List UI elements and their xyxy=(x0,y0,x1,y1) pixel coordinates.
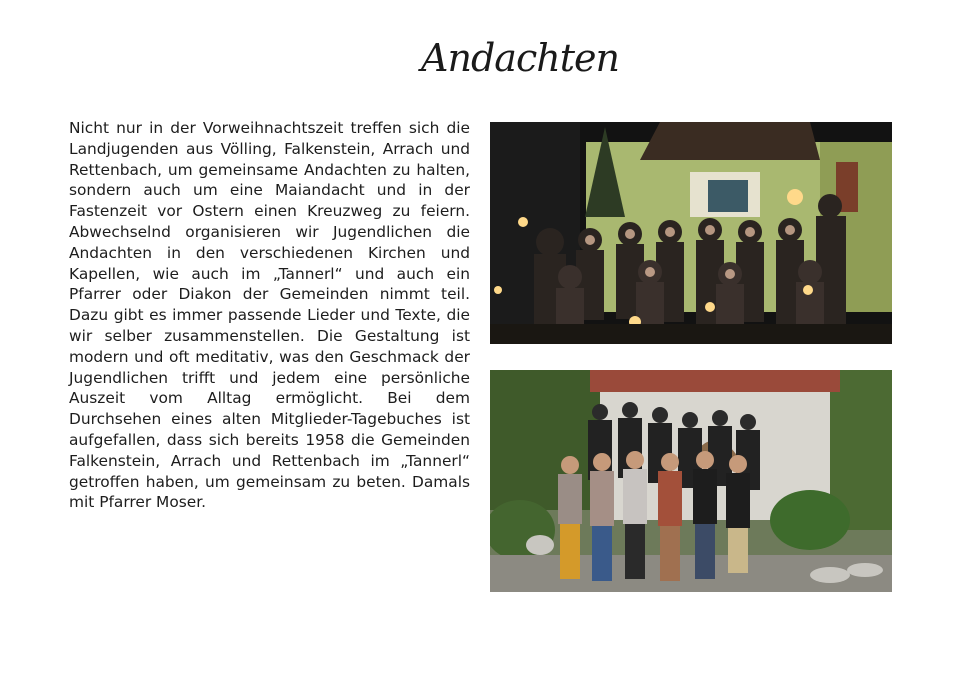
page-title: Andachten xyxy=(421,36,619,80)
photo-night-group xyxy=(490,122,892,344)
photo-day-group xyxy=(490,370,892,592)
night-group-image xyxy=(490,122,892,344)
body-text: Nicht nur in der Vorweihnachtszeit treffen sich die Landjugenden aus Völling, Falkenstein, Arrach und Rettenbach, um gemeinsame Andachten zu halten, sondern auch um eine Maiandacht und in der Fastenzeit vor Ostern einen Kreuzweg zu feiern. Abwechselnd organisieren wir Jugendlichen die Andachten in den verschiedenen Kirchen und Kapellen, wie auch im „Tannerl“ und auch ein Pfarrer oder Diakon der Gemeinden nimmt teil. Dazu gibt es immer passende Lieder und Texte, die wir selber zusammenstellen. Die Gestaltung ist modern und oft meditativ, was den Geschmack der Jugendlichen trifft und jedem eine persönliche Auszeit vom Alltag ermöglicht. Bei dem Durchsehen eines alten Mitglieder-Tagebuches ist aufgefallen, dass sich bereits 1958 die Gemeinden Falkenstein, Arrach und Rettenbach im „Tannerl“ getroffen haben, um gemeinsam zu beten. Damals mit Pfarrer Moser. xyxy=(69,119,470,512)
day-group-image xyxy=(490,370,892,592)
